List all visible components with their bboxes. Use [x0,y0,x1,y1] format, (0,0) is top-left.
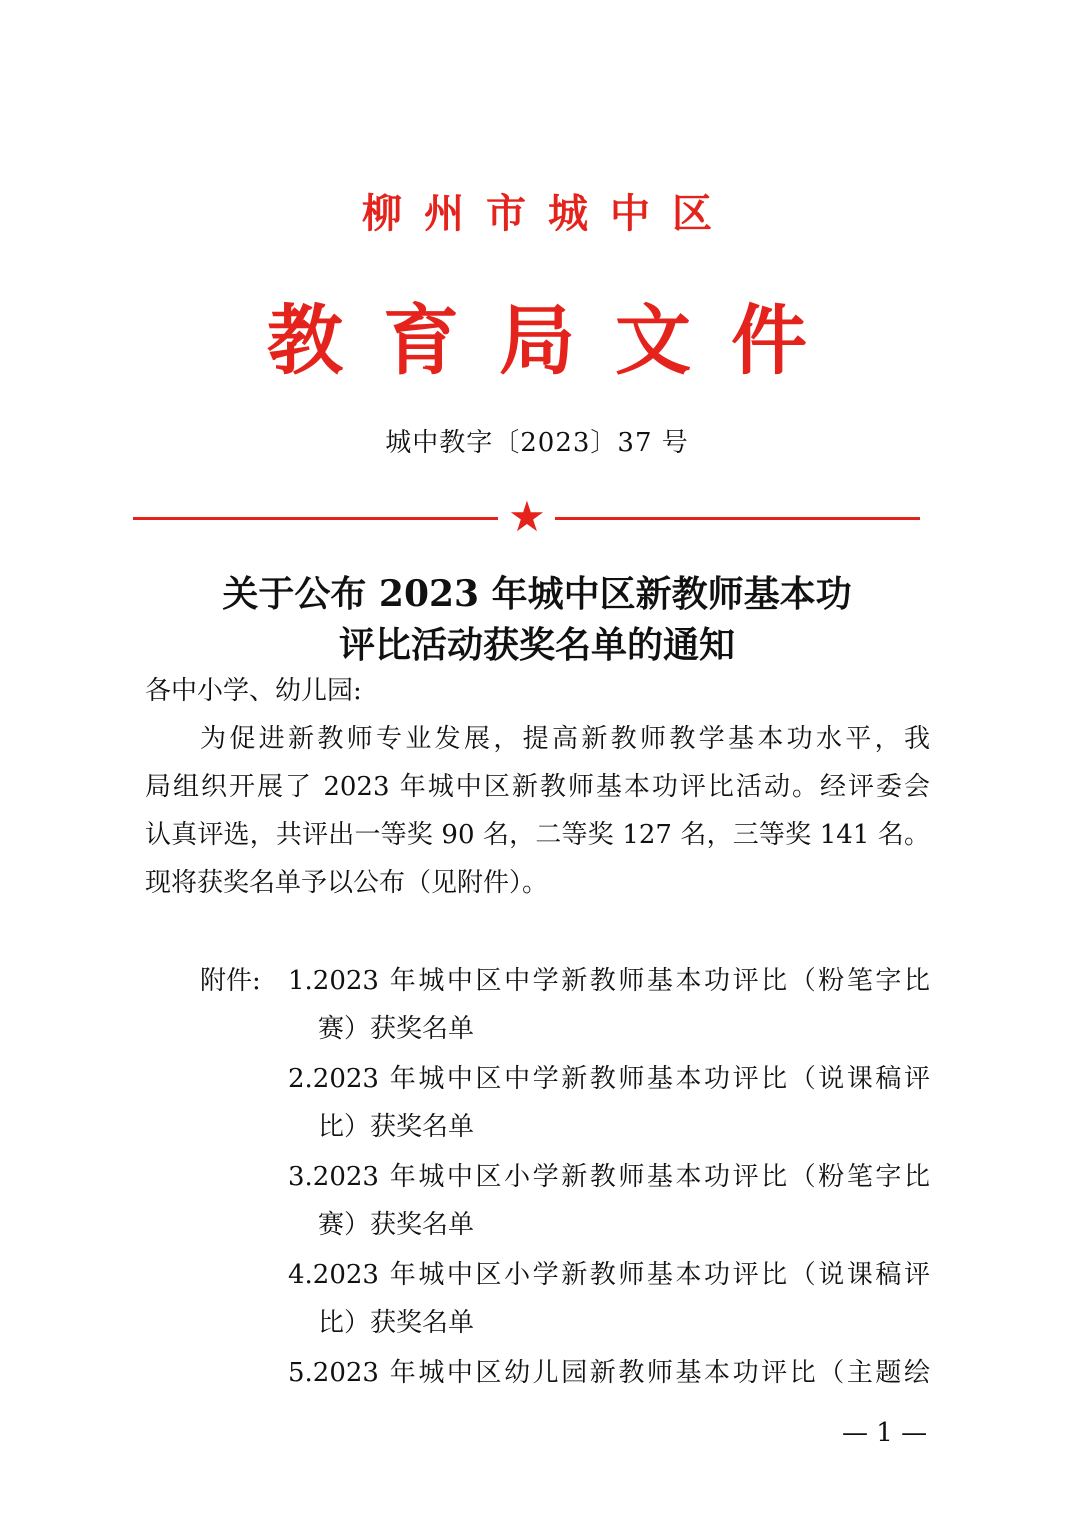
attachment-item: 2.2023 年城中区中学新教师基本功评比（说课稿评 [288,1064,930,1094]
star-icon: ★ [508,492,546,541]
document-number: 城中教字〔2023〕37 号 [385,428,689,458]
notice-title-line-1: 关于公布 2023 年城中区新教师基本功 [222,573,852,615]
attachment-item-continuation: 赛）获奖名单 [318,1210,475,1240]
salutation: 各中小学、幼儿园: [145,676,362,706]
attachment-item-continuation: 比）获奖名单 [318,1112,475,1142]
attachment-item-continuation: 比）获奖名单 [318,1308,475,1338]
attachment-item: 3.2023 年城中区小学新教师基本功评比（粉笔字比 [288,1162,930,1192]
attachment-item: 4.2023 年城中区小学新教师基本功评比（说课稿评 [288,1260,930,1290]
attachment-item: 5.2023 年城中区幼儿园新教师基本功评比（主题绘 [288,1358,930,1388]
body-line: 为促进新教师专业发展，提高新教师教学基本功水平，我 [200,724,930,754]
body-line: 现将获奖名单予以公布（见附件）。 [145,868,549,898]
red-separator-left [133,517,498,520]
issuer-name: 柳州市城中区 [362,191,734,237]
attachment-item-continuation: 赛）获奖名单 [318,1014,475,1044]
red-separator-right [555,517,920,520]
page-number: — 1 — [842,1418,928,1448]
body-line: 局组织开展了 2023 年城中区新教师基本功评比活动。经评委会 [145,772,930,802]
notice-title-line-2: 评比活动获奖名单的通知 [338,624,735,666]
attachment-item: 1.2023 年城中区中学新教师基本功评比（粉笔字比 [288,966,930,996]
document-type-heading: 教育局文件 [267,296,847,385]
body-line: 认真评选，共评出一等奖 90 名，二等奖 127 名，三等奖 141 名。 [145,820,930,850]
attachments-label: 附件: [200,966,261,996]
